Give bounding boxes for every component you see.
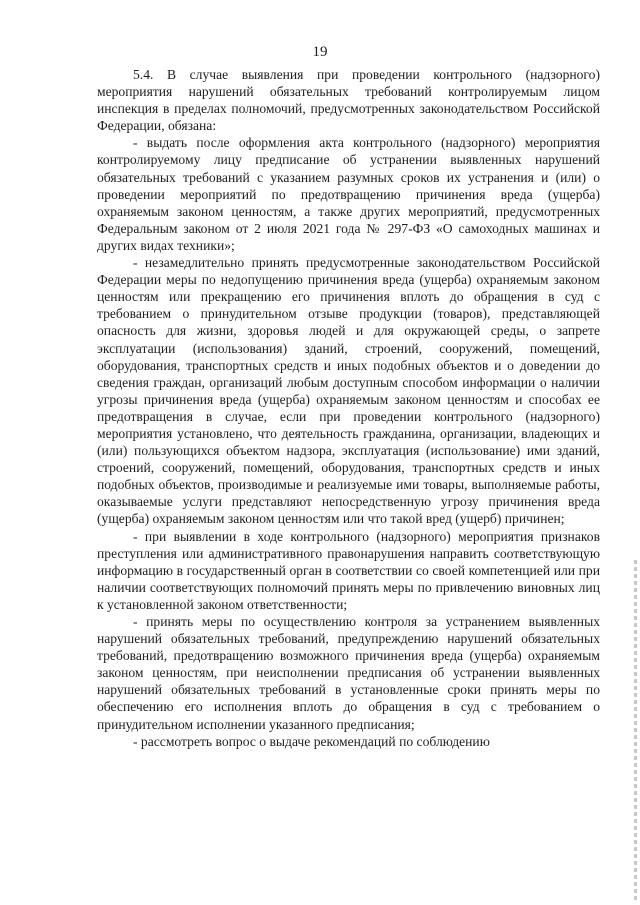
- paragraph-recommendations: - рассмотреть вопрос о выдаче рекомендаций по соблюдению: [133, 733, 490, 749]
- scan-edge-artifact: [634, 560, 637, 900]
- paragraph-immediate-measures: - незамедлительно принять предусмотренные законодательством Российской Федерации меры по недопущению причинения вреда (ущерба) охраняемым законом ценностям или прекращению его причинения вплоть до обращения в суд с требованием о принудительном отзыве продукции (товаров), представляющей опасность для жизни, здоровья людей и для окружающей среды, о запрете эксплуатации (использования) зданий, строений, сооружений, помещений, оборудования, транспортных средств и иных подобных объектов и о доведении до сведения граждан, организаций любым доступным способом информации о наличии угрозы причинения вреда (ущерба) охраняемым законом ценностям и способах ее предотвращения в случае, если при проведении контрольного (надзорного) мероприятия установлено, что деятельность гражданина, организации, владеющих и (или) пользующихся объектом надзора, эксплуатация (использование) ими зданий, строений, сооружений, помещений, оборудования, транспортных средств и иных подобных объектов, производимые и реализуемые ими товары, выполняемые работы, оказываемые услуги представляют непосредственную угрозу причинения вреда (ущерба) охраняемым законом ценностям или что такой вред (ущерб) причинен;: [97, 255, 600, 527]
- page-number: 19: [312, 44, 328, 60]
- document-body: [97, 66, 600, 750]
- paragraph-5-4-intro: 5.4. В случае выявления при проведении контрольного (надзорного) мероприятия нарушений обязательных требований контролируемым лицом инспекция в пределах полномочий, предусмотренных законодательством Российской Федерации, обязана:: [97, 67, 600, 134]
- paragraph-crime-signs: - при выявлении в ходе контрольного (надзорного) мероприятия признаков преступления или административного правонарушения направить соответствующую информацию в государственный орган в соответствии со своей компетенцией или при наличии соответствующих полномочий принять меры по привлечению виновных лиц к установленной законом ответственности;: [97, 528, 600, 612]
- paragraph-control-measures: - принять меры по осуществлению контроля за устранением выявленных нарушений обязательных требований, предупреждению нарушений обязательных требований, предотвращению возможного причинения вреда (ущерба) охраняемым законом ценностям, при неисполнении предписания об устранении выявленных нарушений обязательных требований в установленные сроки принять меры по обеспечению его исполнения вплоть до обращения в суд с требованием о принудительном исполнении указанного предписания;: [97, 614, 600, 732]
- paragraph-issue-order: - выдать после оформления акта контрольного (надзорного) мероприятия контролируемому лицу предписание об устранении выявленных нарушений обязательных требований с указанием разумных сроков их устранения и (или) о проведении мероприятий по предотвращению причинения вреда (ущерба) охраняемым законом ценностям, а также других мероприятий, предусмотренных Федеральным законом от 2 июля 2021 года № 297-ФЗ «О самоходных машинах и других видах техники»;: [97, 135, 600, 253]
